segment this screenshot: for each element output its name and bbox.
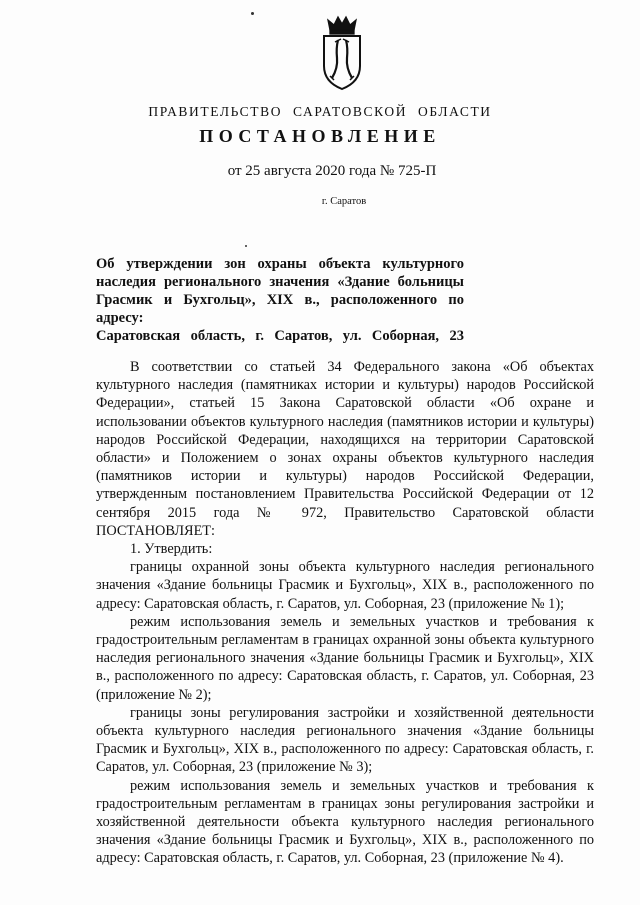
body-paragraph: 1. Утвердить:: [130, 541, 213, 558]
body-paragraph: границы охранной зоны объекта культурного наследия регионального значения «Здание больницы Грасмик и Бухгольц», XIX в., расположенного по адресу: Саратовская область, г. Саратов, ул. Соборная, 23 (приложение № 1);: [96, 559, 594, 612]
saratov-coat-of-arms-icon: [316, 14, 368, 92]
scan-speck: [251, 12, 254, 15]
body-paragraph: границы зоны регулирования застройки и хозяйственной деятельности объекта культурного наследия регионального значения «Здание больницы Грасмик и Бухгольц», XIX в., расположенного по адресу: Саратовская область, г. Саратов, ул. Соборная, 23 (приложение № 3);: [96, 704, 594, 776]
body-paragraph: режим использования земель и земельных участков и требования к градостроительным регламентам в границах охранной зоны объекта культурного наследия регионального значения «Здание больницы Грасмик и Бухгольц», XIX в., расположенного по адресу: Саратовская область, г. Саратов, ул. Соборная, 23 (приложение № 2);: [96, 613, 594, 703]
document-body: [96, 358, 594, 868]
scan-speck: [245, 245, 247, 247]
title-line: наследия регионального значения «Здание больницы: [96, 274, 464, 290]
body-paragraph: В соответствии со статьей 34 Федерального закона «Об объектах культурного наследия (памятниках истории и культуры) народов Российской Федерации», статьей 15 Закона Саратовской области «Об охране и использовании объектов культурного наследия (памятников истории и культуры) народов Российской Федерации, находящихся на территории Саратовской области» и Положением о зонах охраны объектов культурного наследия (памятников истории и культуры) народов Российской Федерации, утвержденным постановлением Правительства Российской Федерации от 12 сентября 2015 года № 972, Правительство Саратовской области ПОСТАНОВЛЯЕТ:: [96, 359, 594, 539]
document-type: ПОСТАНОВЛЕНИЕ: [199, 126, 441, 146]
title-line: Саратовская область, г. Саратов, ул. Соборная, 23: [96, 328, 464, 344]
title-line: Об утверждении зон охраны объекта культурного: [96, 256, 464, 272]
document-city: г. Саратов: [321, 196, 367, 207]
document-date-number: от 25 августа 2020 года № 725-П: [227, 163, 437, 179]
document-title: [96, 255, 464, 345]
government-name: ПРАВИТЕЛЬСТВО САРАТОВСКОЙ ОБЛАСТИ: [148, 104, 492, 119]
title-line: Грасмик и Бухгольц», XIX в., расположенного по адресу:: [96, 292, 464, 326]
body-paragraph: режим использования земель и земельных участков и требования к градостроительным регламентам в границах зоны регулирования застройки и хозяйственной деятельности объекта культурного наследия регионального значения «Здание больницы Грасмик и Бухгольц», XIX в., расположенного по адресу: Саратовская область, г. Саратов, ул. Соборная, 23 (приложение № 4).: [96, 777, 594, 867]
